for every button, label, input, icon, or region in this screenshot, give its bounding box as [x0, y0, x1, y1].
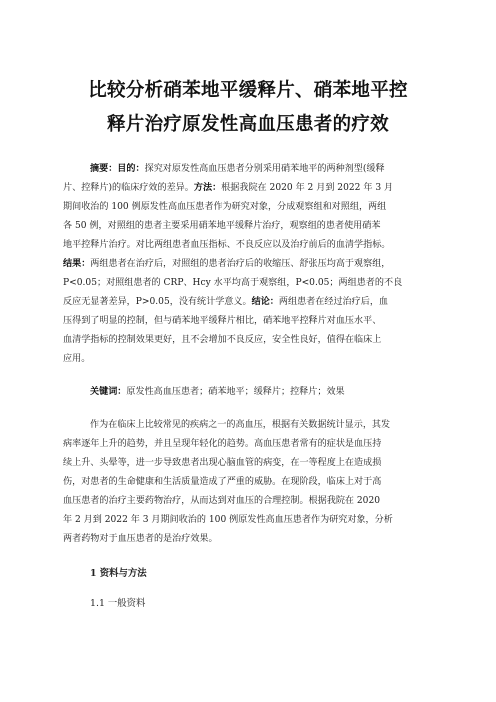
abstract-line-2 [63, 182, 393, 194]
body-line-4: 伤，对患者的生命健康和生活质量造成了严重的威胁。在现阶段，临床上对于高 [63, 477, 382, 487]
abstract-line-1-text: 探究对原发性高血压患者分别采用硝苯地平的两种剂型(缓释 [144, 164, 385, 174]
body-line-5: 血压患者的治疗主要药物治疗，从而达到对血压的合理控制。根据我院在 2020 [63, 496, 381, 506]
abstract-line-5: 地平控释片治疗。对比两组患者血压指标、不良反应以及治疗前后的血清学指标。 [63, 240, 391, 250]
abstract-line-10: 血清学指标的控制效果更好，且不会增加不良反应，安全性良好，值得在临床上 [63, 335, 382, 345]
method-label: 方法： [193, 182, 222, 193]
body-line-6: 年 2 月到 2022 年 3 月期间收治的 100 例原发性高血压患者作为研究对象，分析 [63, 515, 393, 525]
abstract-line-1 [90, 163, 385, 175]
section-heading-1-1: 1.1 一般资料 [90, 598, 146, 609]
keywords-label: 关键词： [90, 386, 127, 397]
body-line-3: 续上升、头晕等，进一步导致患者出现心脑血管的病变，在一等程度上在造成损 [63, 458, 382, 468]
abstract-line-4: 各 50 例，对照组的患者主要采用硝苯地平缓释片治疗，观察组的患者使用硝苯 [63, 221, 381, 231]
abstract-line-9: 压得到了明显的控制，但与硝苯地平缓释片相比，硝苯地平控释片对血压水平、 [63, 316, 382, 326]
abstract-line-2-text-b: 根据我院在 2020 年 2 月到 2022 年 3 月 [221, 183, 394, 193]
paper-title-line-1: 比较分析硝苯地平缓释片、硝苯地平控 [88, 80, 408, 101]
abstract-line-8-text: 反应无显著差异，P>0.05，没有统计学意义。 [63, 297, 252, 307]
body-line-2: 病率逐年上升的趋势，并且呈现年轻化的趋势。高血压患者常有的症状是血压持 [63, 439, 382, 449]
paper-title-line-2: 释片治疗原发性高血压患者的疗效 [106, 114, 389, 135]
abstract-line-3: 期间收治的 100 例原发性高血压患者作为研究对象，分成观察组和对照组，两组 [63, 202, 387, 212]
abstract-line-8 [63, 296, 388, 308]
objective-label: 目的： [117, 163, 145, 174]
abstract-line-11: 应用。 [63, 354, 91, 364]
keywords-line [90, 386, 345, 398]
conclusion-label: 结论： [251, 296, 279, 307]
abstract-label: 摘要： [90, 163, 118, 174]
result-label: 结果： [63, 258, 91, 269]
keywords-text: 原发性高血压患者；硝苯地平；缓释片；控释片；效果 [126, 387, 345, 397]
body-line-1: 作为在临床上比较常见的疾病之一的高血压，根据有关数据统计显示，其发 [90, 420, 391, 430]
abstract-line-6 [63, 258, 390, 270]
abstract-line-2-text: 片、控释片)的临床疗效的差异。 [63, 183, 194, 193]
abstract-line-6-text: 两组患者在治疗后，对照组的患者治疗后的收缩压、舒张压均高于观察组， [90, 259, 391, 269]
section-heading-1: 1 资料与方法 [90, 568, 147, 579]
body-line-7: 两者药物对于血压患者的是治疗效果。 [63, 534, 218, 544]
abstract-line-8-text-b: 两组患者在经过治疗后，血 [278, 297, 389, 307]
abstract-line-7: P<0.05；对照组患者的 CRP、Hcy 水平均高于观察组，P<0.05；两组患者的不良 [63, 278, 403, 288]
